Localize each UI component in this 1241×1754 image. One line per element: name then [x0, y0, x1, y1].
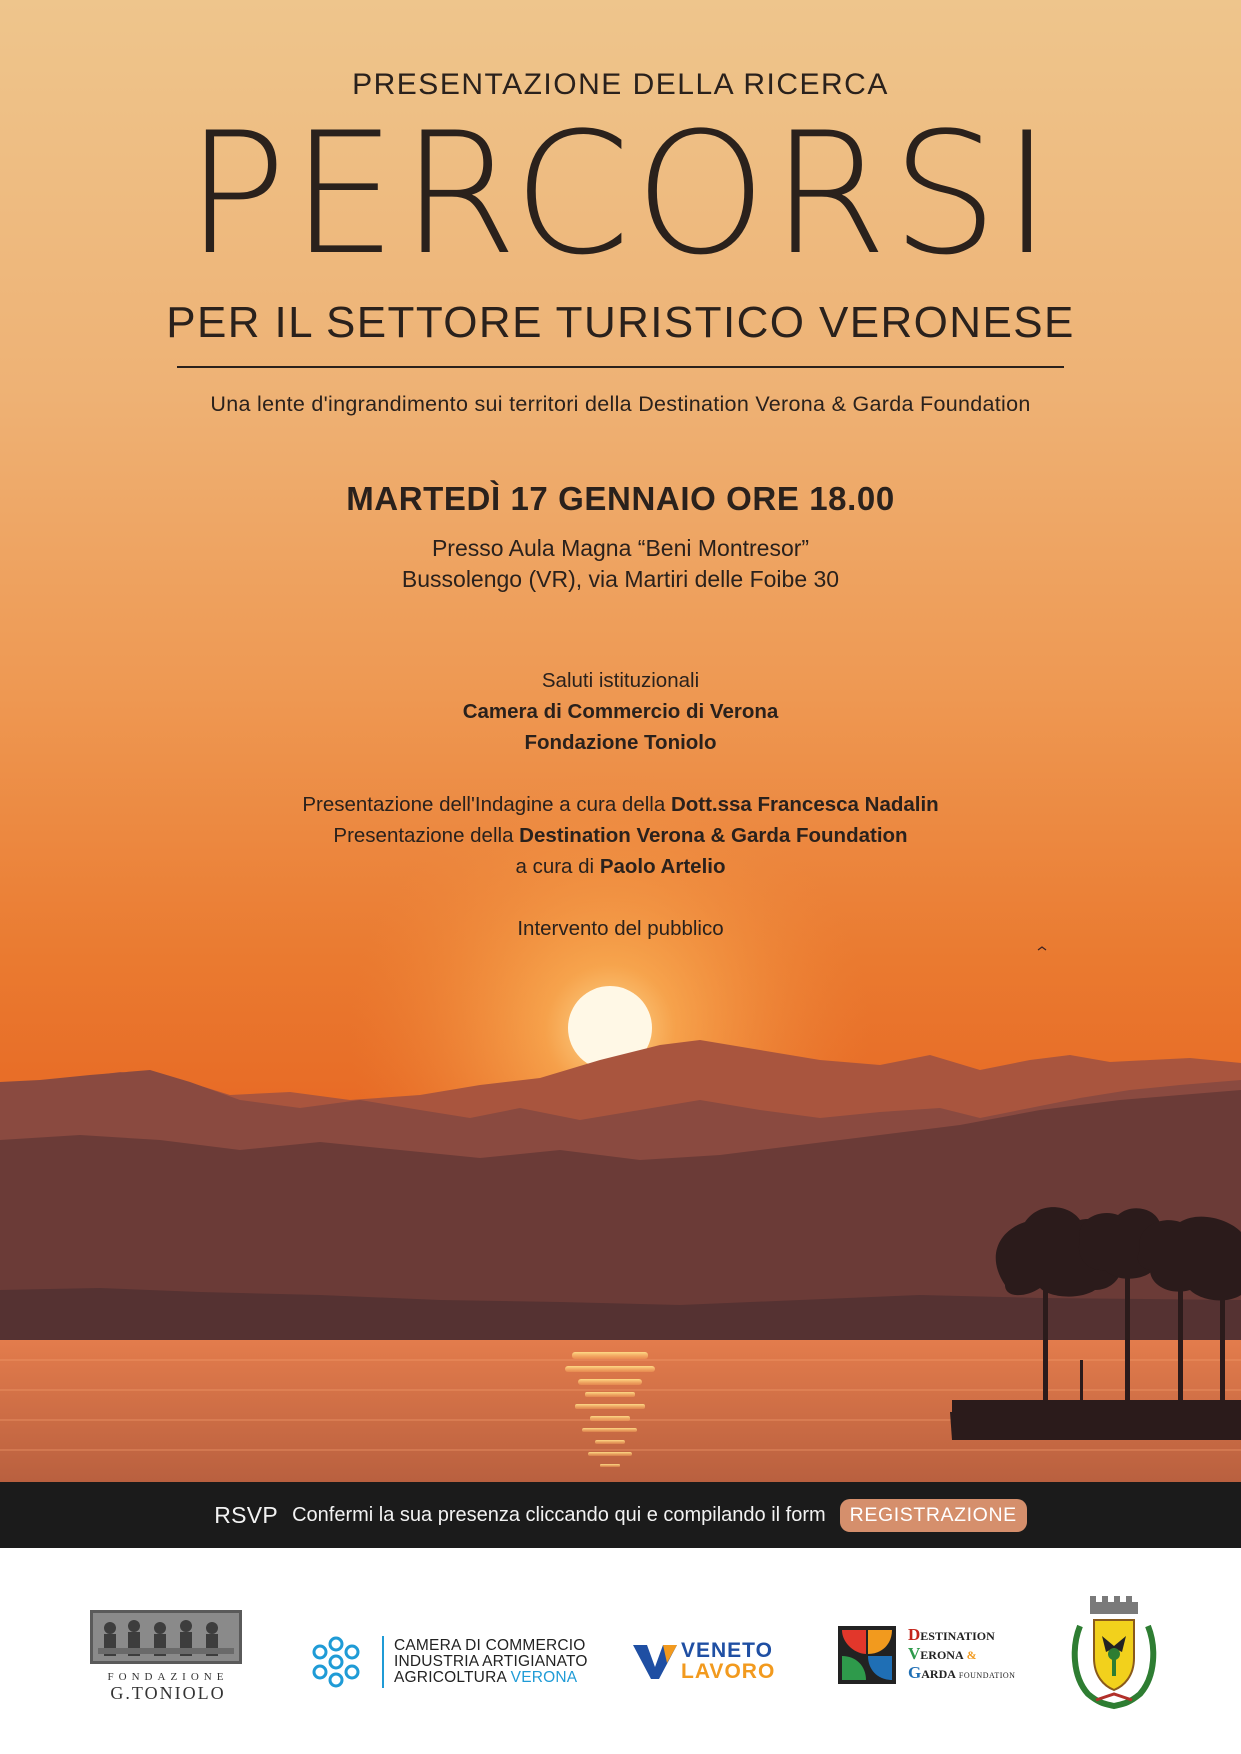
- artelio-name: Paolo Artelio: [599, 855, 726, 878]
- survey-speaker: Dott.ssa Francesca Nadalin: [670, 793, 939, 816]
- program-audience: Intervento del pubblico: [517, 917, 724, 940]
- logo-camera-commercio[interactable]: [308, 1634, 588, 1690]
- toniolo-line-2: G.TONIOLO: [110, 1683, 226, 1703]
- event-datetime: MARTEDÌ 17 GENNAIO ORE 18.00: [346, 480, 895, 517]
- sponsor-logos: [0, 1548, 1241, 1754]
- dest-rest-1: ESTINATION: [920, 1629, 995, 1643]
- dest-d: D: [908, 1625, 921, 1644]
- foundation-prefix: Presentazione della: [333, 824, 520, 847]
- rsvp-label: RSVP: [214, 1501, 279, 1528]
- destination-icon: [838, 1626, 896, 1684]
- venue-line-2: Bussolengo (VR), via Martiri delle Foibe 30: [401, 566, 840, 592]
- kicker: PRESENTAZIONE DELLA RICERCA: [352, 68, 889, 101]
- greetings-org-1: Camera di Commercio di Verona: [462, 700, 779, 723]
- dest-amp: &: [966, 1648, 977, 1662]
- camera-divider: [382, 1636, 384, 1688]
- subtitle: PER IL SETTORE TURISTICO VERONESE: [166, 298, 1075, 347]
- veneto-lavoro-icon: [633, 1641, 677, 1681]
- artelio-prefix: a cura di: [515, 855, 600, 878]
- camera-line-3b: VERONA: [510, 1669, 578, 1686]
- logo-comune-crest[interactable]: [1066, 1596, 1162, 1717]
- program-foundation-line: [0, 820, 1241, 851]
- program-artelio-line: [0, 851, 1241, 882]
- logo-destination-verona-garda[interactable]: [838, 1626, 1015, 1684]
- veneto-line-2: LAVORO: [681, 1660, 776, 1683]
- toniolo-line-1: FONDAZIONE: [107, 1671, 229, 1683]
- greetings-org-2: Fondazione Toniolo: [524, 731, 717, 754]
- tagline: Una lente d'ingrandimento sui territori della Destination Verona & Garda Foundation: [210, 392, 1031, 416]
- dest-g: G: [908, 1663, 922, 1682]
- dest-rest-3: ARDA: [921, 1667, 956, 1681]
- program-survey-line: [0, 789, 1241, 820]
- survey-prefix: Presentazione dell'Indagine a cura della: [302, 793, 671, 816]
- register-button[interactable]: REGISTRAZIONE: [840, 1499, 1027, 1532]
- toniolo-relief-icon: [90, 1610, 242, 1664]
- page-title: PERCORSI: [185, 96, 1056, 292]
- camera-commercio-icon: [308, 1634, 364, 1690]
- dest-rest-2: ERONA: [920, 1648, 964, 1662]
- dest-foundation: FOUNDATION: [958, 1671, 1016, 1680]
- camera-line-1: CAMERA DI COMMERCIO: [394, 1637, 586, 1654]
- rsvp-link-text[interactable]: Confermi la sua presenza cliccando qui e compilando il form: [292, 1503, 826, 1526]
- veneto-line-1: VENETO: [681, 1639, 773, 1662]
- rsvp-bar[interactable]: [0, 1482, 1241, 1548]
- title-divider: [177, 366, 1064, 368]
- municipal-crest-icon: [1066, 1596, 1162, 1712]
- greetings-label: Saluti istituzionali: [541, 669, 700, 692]
- camera-line-3: [394, 1670, 588, 1686]
- foundation-name: Destination Verona & Garda Foundation: [519, 824, 908, 847]
- logo-veneto-lavoro[interactable]: [633, 1640, 775, 1682]
- camera-line-3a: AGRICOLTURA: [394, 1669, 507, 1686]
- dest-v: V: [908, 1644, 921, 1663]
- logo-fondazione-toniolo[interactable]: [90, 1610, 246, 1704]
- camera-line-2: INDUSTRIA ARTIGIANATO: [394, 1653, 588, 1670]
- venue-line-1: Presso Aula Magna “Beni Montresor”: [431, 535, 810, 561]
